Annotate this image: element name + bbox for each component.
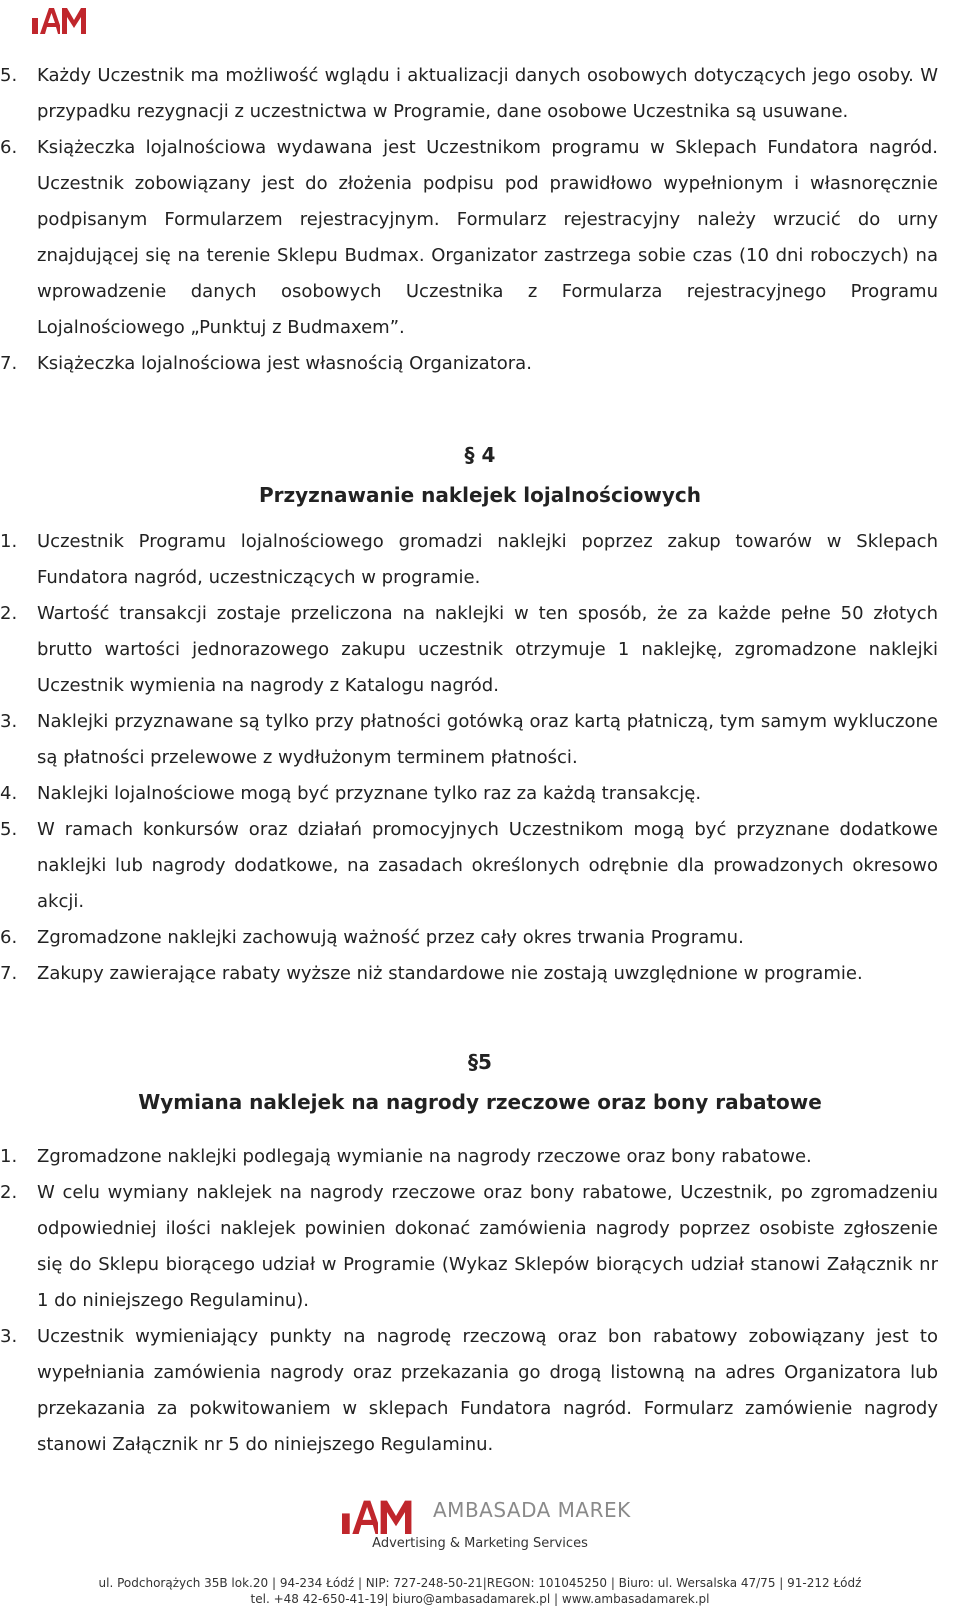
list-text: Książeczka lojalnościowa wydawana jest Uczestnikom programu w Sklepach Fundatora nagród. Uczestnik zobowiązany jest do złożenia podpisu pod prawidłowo wypełnionym i własnoręcznie podpisanym Formularzem rejestracyjnym. Formularz rejestracyjny należy wrzucić do urny znajdującej się na terenie Sklepu Budmax. Organizator zastrzega sobie czas (10 dni roboczych) na wprowadzenie danych osobowych Uczestnika z Formularza rejestracyjnego Programu Lojalnościowego „Punktuj z Budmaxem”. xyxy=(37,137,938,338)
list-text: Naklejki lojalnościowe mogą być przyznane tylko raz za każdą transakcję. xyxy=(37,783,702,804)
list-number: 3. xyxy=(0,1326,18,1347)
list-number: 2. xyxy=(0,603,18,624)
list-text: W celu wymiany naklejek na nagrody rzeczowe oraz bony rabatowe, Uczestnik, po zgromadzeniu odpowiedniej ilości naklejek powinien dokonać zamówienia nagrody poprzez osobiste zgłoszenie się do Sklepu biorącego udział w Programie (Wykaz Sklepów biorących udział stanowi Załącznik nr 1 do niniejszego Regulaminu). xyxy=(37,1182,938,1311)
list-number: 7. xyxy=(0,963,18,984)
list-item xyxy=(0,1319,960,1463)
list-number: 5. xyxy=(0,65,18,86)
header-logo xyxy=(32,6,88,34)
list-text: Zgromadzone naklejki zachowują ważność przez cały okres trwania Programu. xyxy=(37,927,744,948)
section-title: Przyznawanie naklejek lojalnościowych xyxy=(258,483,702,507)
list-item xyxy=(0,704,960,776)
section-number: §5 xyxy=(468,1050,492,1074)
list-text: W ramach konkursów oraz działań promocyjnych Uczestnikom mogą być przyznane dodatkowe naklejki lub nagrody dodatkowe, na zasadach określonych odrębnie dla prowadzonych okresowo akcji. xyxy=(37,819,938,912)
section-title: Wymiana naklejek na nagrody rzeczowe oraz bony rabatowe xyxy=(138,1090,822,1114)
list-text: Wartość transakcji zostaje przeliczona na naklejki w ten sposób, że za każde pełne 50 złotych brutto wartości jednorazowego zakupu uczestnik otrzymuje 1 naklejkę, zgromadzone naklejki Uczestnik wymienia na nagrody z Katalogu nagród. xyxy=(37,603,938,696)
list-number: 6. xyxy=(0,927,18,948)
list-item xyxy=(0,58,960,130)
list-text: Każdy Uczestnik ma możliwość wglądu i aktualizacji danych osobowych dotyczących jego osoby. W przypadku rezygnacji z uczestnictwa w Programie, dane osobowe Uczestnika są usuwane. xyxy=(37,65,938,122)
list-number: 1. xyxy=(0,1146,18,1167)
footer-address: ul. Podchorążych 35B lok.20 | 94-234 Łódź | NIP: 727-248-50-21|REGON: 101045250 | Biuro: ul. Wersalska 47/75 | 91-212 Łódź xyxy=(98,1576,862,1590)
list-number: 5. xyxy=(0,819,18,840)
list-number: 4. xyxy=(0,783,18,804)
list-text: Książeczka lojalnościowa jest własnością Organizatora. xyxy=(37,353,532,374)
footer-tagline: Advertising & Marketing Services xyxy=(372,1536,588,1551)
list-item xyxy=(0,956,960,992)
list-number: 7. xyxy=(0,353,18,374)
footer-logo xyxy=(333,1498,423,1538)
footer-contact: tel. +48 42-650-41-19| biuro@ambasadamarek.pl | www.ambasadamarek.pl xyxy=(250,1592,710,1606)
list-item xyxy=(0,346,960,382)
footer-brand: AMBASADA MAREK xyxy=(433,1498,631,1522)
list-number: 2. xyxy=(0,1182,18,1203)
list-item xyxy=(0,1139,960,1175)
list-item xyxy=(0,1175,960,1319)
section-number: § 4 xyxy=(464,443,496,467)
document-body xyxy=(0,58,960,1463)
list-item xyxy=(0,524,960,596)
list-number: 3. xyxy=(0,711,18,732)
list-text: Zakupy zawierające rabaty wyższe niż standardowe nie zostają uwzględnione w programie. xyxy=(37,963,863,984)
list-number: 6. xyxy=(0,137,18,158)
list-text: Naklejki przyznawane są tylko przy płatności gotówką oraz kartą płatniczą, tym samym wykluczone są płatności przelewowe z wydłużonym terminem płatności. xyxy=(37,711,938,768)
list-item xyxy=(0,776,960,812)
list-number: 1. xyxy=(0,531,18,552)
list-item xyxy=(0,920,960,956)
list-text: Uczestnik Programu lojalnościowego gromadzi naklejki poprzez zakup towarów w Sklepach Fundatora nagród, uczestniczących w programie. xyxy=(37,531,938,588)
list-text: Uczestnik wymieniający punkty na nagrodę rzeczową oraz bon rabatowy zobowiązany jest to wypełniania zamówienia nagrody oraz przekazania go drogą listowną na adres Organizatora lub przekazania za pokwitowaniem w sklepach Fundatora nagród. Formularz zamówienie nagrody stanowi Załącznik nr 5 do niniejszego Regulaminu. xyxy=(37,1326,938,1455)
list-text: Zgromadzone naklejki podlegają wymianie na nagrody rzeczowe oraz bony rabatowe. xyxy=(37,1146,812,1167)
list-item xyxy=(0,812,960,920)
list-item xyxy=(0,130,960,346)
list-item xyxy=(0,596,960,704)
